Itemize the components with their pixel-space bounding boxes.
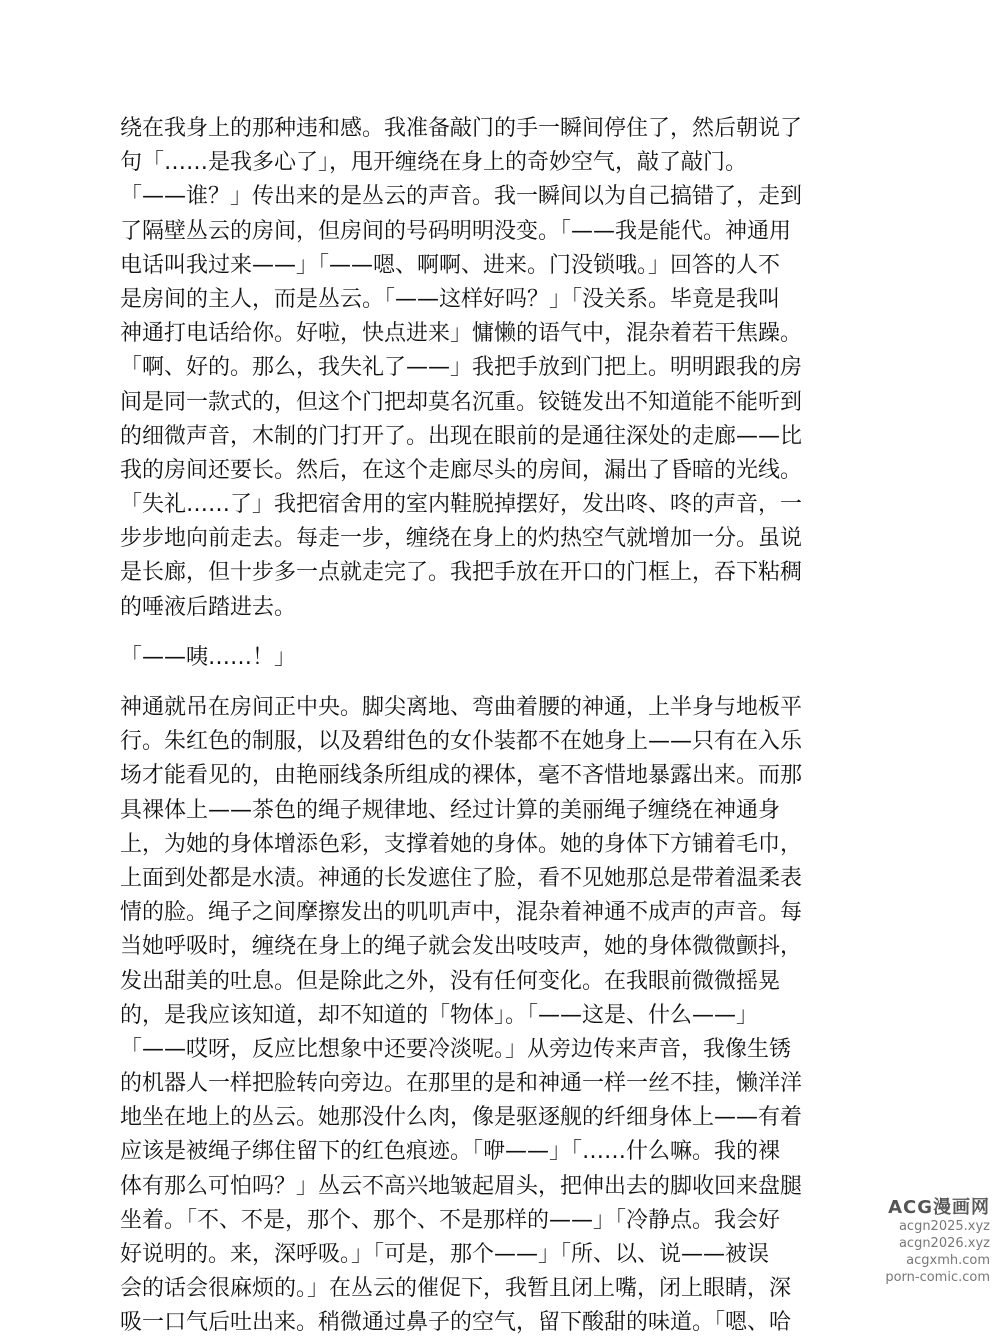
text-line: 神通就吊在房间正中央。脚尖离地、弯曲着腰的神通，上半身与地板平: [120, 695, 803, 720]
text-line: 具裸体上——茶色的绳子规律地、经过计算的美丽绳子缠绕在神通身: [120, 797, 781, 823]
text-line: 步步地向前走去。每走一步，缠绕在身上的灼热空气就增加一分。虽说: [120, 526, 803, 552]
text-line: 的，是我应该知道，却不知道的「物体」。「——这是、什么——」: [120, 1002, 759, 1028]
paragraph-gap: [120, 625, 880, 641]
text-line: 上，为她的身体增添色彩，支撑着她的身体。她的身体下方铺着毛巾，: [120, 831, 803, 857]
watermark-url: acgn2025.xyz: [898, 1219, 990, 1234]
watermark-url: acgn2026.xyz: [898, 1236, 990, 1251]
watermark-url: acgxmh.com: [906, 1253, 990, 1268]
text-line: 的唾液后踏进去。: [120, 594, 297, 620]
text-line: 我的房间还要长。然后，在这个走廊尽头的房间，漏出了昏暗的光线。: [120, 457, 803, 483]
text-line: 「——哎呀，反应比想象中还要冷淡呢。」从旁边传来声音，我像生锈: [120, 1036, 792, 1062]
text-line: 坐着。「不、不是，那个、那个、不是那样的——」「冷静点。我会好: [120, 1207, 781, 1233]
text-line: 「失礼……了」我把宿舍用的室内鞋脱掉摆好，发出咚、咚的声音，一: [120, 492, 803, 518]
text-line: 「啊、好的。那么，我失礼了——」我把手放到门把上。明明跟我的房: [120, 355, 803, 381]
text-line: 发出甜美的吐息。但是除此之外，没有任何变化。在我眼前微微摇晃: [120, 968, 781, 994]
text-line: 是长廊，但十步多一点就走完了。我把手放在开口的门框上，吞下粘稠: [120, 560, 803, 586]
document-page: [120, 112, 880, 1341]
text-line: 上面到处都是水渍。神通的长发遮住了脸，看不见她那总是带着温柔表: [120, 865, 803, 891]
text-line: 是房间的主人，而是丛云。「——这样好吗？」「没关系。毕竟是我叫: [120, 286, 781, 312]
text-line: 神通打电话给你。好啦，快点进来」慵懒的语气中，混杂着若干焦躁。: [120, 321, 803, 347]
text-line: 好说明的。来，深呼吸。」「可是，那个——」「所、以、说——被误: [120, 1242, 770, 1267]
paragraph-gap: [120, 675, 880, 691]
text-line: 了隔壁丛云的房间，但房间的号码明明没变。「——我是能代。神通用: [120, 218, 792, 244]
text-line: 情的脸。绳子之间摩擦发出的叽叽声中，混杂着神通不成声的声音。每: [120, 900, 803, 926]
site-watermark: [840, 1199, 990, 1286]
paragraph-2: [120, 641, 880, 675]
watermark-logo: ACG漫画网: [888, 1197, 990, 1218]
text-line: 应该是被绳子绑住留下的红色痕迹。「咿——」「……什么嘛。我的裸: [120, 1139, 781, 1165]
text-line: 体有那么可怕吗？」丛云不高兴地皱起眉头，把伸出去的脚收回来盘腿: [120, 1173, 803, 1199]
text-line: 绕在我身上的那种违和感。我准备敲门的手一瞬间停住了，然后朝说了: [120, 116, 803, 141]
watermark-url: porn-comic.com: [885, 1270, 990, 1285]
text-line: 吸一口气后吐出来。稍微通过鼻子的空气，留下酸甜的味道。「嗯、哈: [120, 1310, 792, 1336]
text-line: 会的话会很麻烦的。」在丛云的催促下，我暂且闭上嘴，闭上眼睛，深: [120, 1276, 792, 1302]
text-line: 当她呼吸时，缠绕在身上的绳子就会发出吱吱声，她的身体微微颤抖，: [120, 934, 803, 960]
text-line: 电话叫我过来——」「——嗯、啊啊、进来。门没锁哦。」回答的人不: [120, 252, 781, 278]
text-line: 间是同一款式的，但这个门把却莫名沉重。铰链发出不知道能不能听到: [120, 389, 803, 415]
text-line: 地坐在地上的丛云。她那没什么肉，像是驱逐舰的纤细身体上——有着: [120, 1105, 803, 1131]
text-line: 「——咦……！」: [120, 644, 297, 670]
paragraph-3: [120, 691, 880, 1341]
text-line: 行。朱红色的制服，以及碧绀色的女仆装都不在她身上——只有在入乐: [120, 729, 803, 755]
text-line: 的细微声音，木制的门打开了。出现在眼前的是通往深处的走廊——比: [120, 423, 803, 449]
text-line: 场才能看见的，由艳丽线条所组成的裸体，毫不吝惜地暴露出来。而那: [120, 763, 803, 789]
text-line: 「——谁？」传出来的是丛云的声音。我一瞬间以为自己搞错了，走到: [120, 184, 803, 210]
text-line: 的机器人一样把脸转向旁边。在那里的是和神通一样一丝不挂，懒洋洋: [120, 1071, 803, 1097]
paragraph-1: [120, 112, 880, 625]
text-line: 句「……是我多心了」，甩开缠绕在身上的奇妙空气，敲了敲门。: [120, 150, 748, 176]
